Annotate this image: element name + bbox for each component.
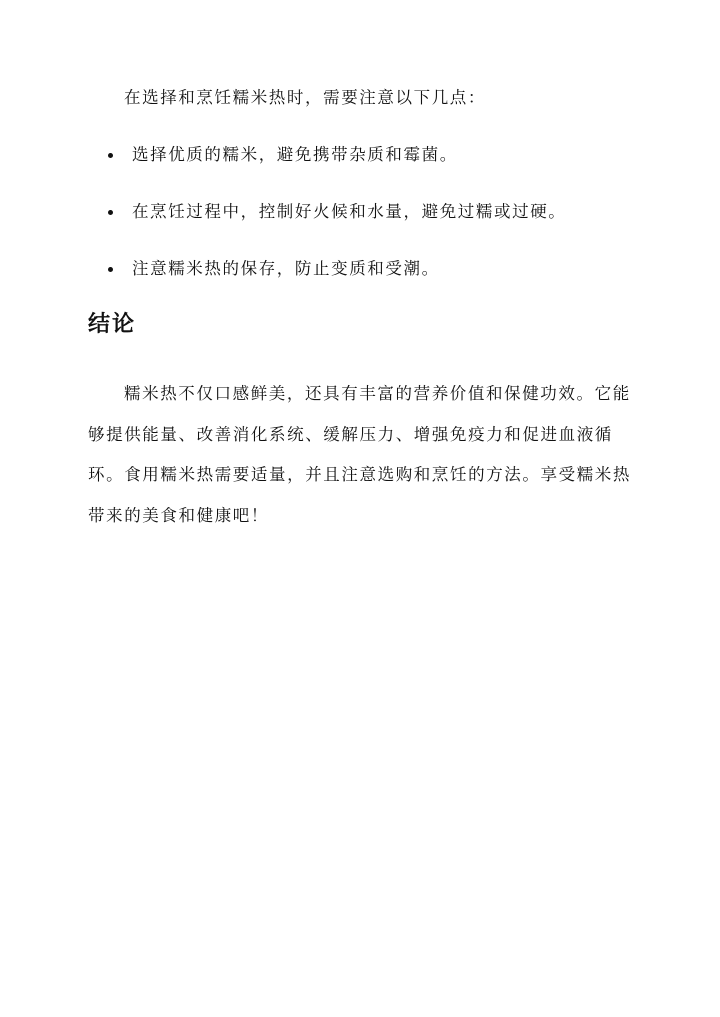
bullet-icon xyxy=(108,267,113,272)
list-item-text: 在烹饪过程中，控制好火候和水量，避免过糯或过硬。 xyxy=(132,202,567,221)
bullet-icon xyxy=(108,210,113,215)
bullet-icon xyxy=(108,153,113,158)
list-item-text: 选择优质的糯米，避免携带杂质和霉菌。 xyxy=(132,145,458,164)
list-item-text: 注意糯米热的保存，防止变质和受潮。 xyxy=(132,259,440,278)
conclusion-paragraph: 糯米热不仅口感鲜美，还具有丰富的营养价值和保健功效。它能够提供能量、改善消化系统、缓解压力、增强免疫力和促进血液循环。食用糯米热需要适量，并且注意选购和烹饪的方法。享受糯米热带来的美食和健康吧！ xyxy=(88,384,631,525)
intro-paragraph: 在选择和烹饪糯米热时，需要注意以下几点： xyxy=(124,88,486,107)
section-heading-conclusion: 结论 xyxy=(88,312,137,337)
